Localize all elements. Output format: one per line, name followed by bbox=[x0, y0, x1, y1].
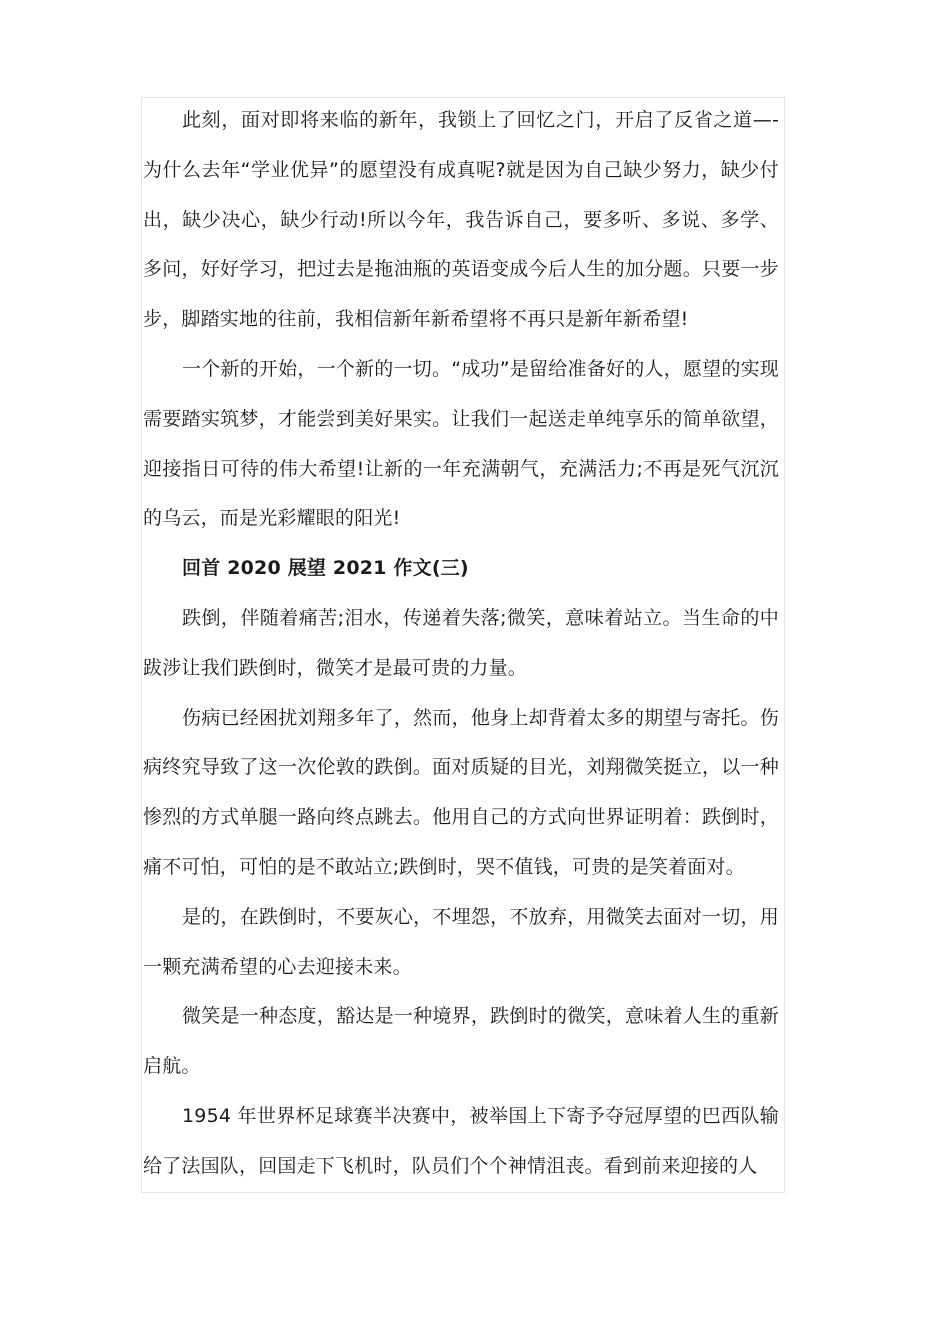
paragraph: 跌倒，伴随着痛苦;泪水，传递着失落;微笑，意味着站立。当生命的中跋涉让我们跌倒时，微笑才是最可贵的力量。 bbox=[143, 606, 779, 679]
paragraph: 伤病已经困扰刘翔多年了，然而，他身上却背着太多的期望与寄托。伤病终究导致了这一次伦敦的跌倒。面对质疑的目光，刘翔微笑挺立，以一种惨烈的方式单腿一路向终点跳去。他用自己的方式向世界证明着：跌倒时，痛不可怕，可怕的是不敢站立;跌倒时，哭不值钱，可贵的是笑着面对。 bbox=[143, 706, 779, 878]
paragraph: 是的，在跌倒时，不要灰心，不埋怨，不放弃，用微笑去面对一切，用一颗充满希望的心去迎接未来。 bbox=[143, 905, 779, 978]
section-heading: 回首 2020 展望 2021 作文(三) bbox=[182, 557, 469, 580]
document-body bbox=[143, 96, 779, 1192]
paragraph: 1954 年世界杯足球赛半决赛中，被举国上下寄予夺冠厚望的巴西队输给了法国队，回国走下飞机时，队员们个个神情沮丧。看到前来迎接的人 bbox=[143, 1104, 779, 1177]
paragraph: 一个新的开始，一个新的一切。“成功”是留给准备好的人，愿望的实现需要踏实筑梦，才能尝到美好果实。让我们一起送走单纯享乐的简单欲望，迎接指日可待的伟大希望!让新的一年充满朝气，充满活力;不再是死气沉沉的乌云，而是光彩耀眼的阳光! bbox=[143, 357, 779, 530]
paragraph: 此刻，面对即将来临的新年，我锁上了回忆之门，开启了反省之道—-为什么去年“学业优异”的愿望没有成真呢?就是因为自己缺少努力，缺少付出，缺少决心，缺少行动!所以今年，我告诉自己，要多听、多说、多学、多问，好好学习，把过去是拖油瓶的英语变成今后人生的加分题。只要一步步，脚踏实地的往前，我相信新年新希望将不再只是新年新希望! bbox=[143, 109, 779, 331]
paragraph: 微笑是一种态度，豁达是一种境界，跌倒时的微笑，意味着人生的重新启航。 bbox=[143, 1005, 779, 1078]
